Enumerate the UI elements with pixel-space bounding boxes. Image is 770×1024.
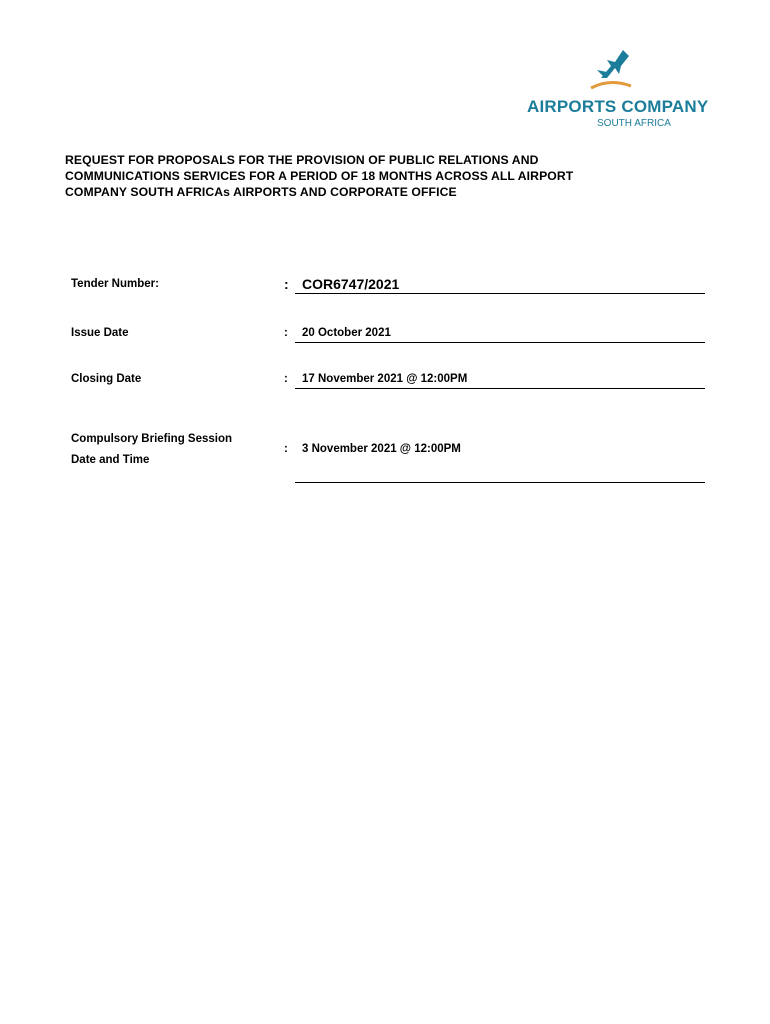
underline — [295, 388, 705, 389]
title-line: REQUEST FOR PROPOSALS FOR THE PROVISION OF PUBLIC RELATIONS AND — [65, 153, 539, 167]
title-line: COMPANY SOUTH AFRICAs AIRPORTS AND CORPORATE OFFICE — [65, 185, 457, 199]
underline — [295, 482, 705, 483]
colon: : — [284, 327, 288, 339]
briefing-label-line: Date and Time — [71, 454, 150, 466]
underline — [295, 342, 705, 343]
issue-date-value: 20 October 2021 — [302, 327, 391, 339]
closing-date-value: 17 November 2021 @ 12:00PM — [302, 373, 468, 385]
colon: : — [284, 443, 288, 455]
logo-subtitle: SOUTH AFRICA — [597, 118, 671, 129]
company-logo — [525, 48, 710, 134]
colon: : — [284, 373, 288, 385]
briefing-label — [71, 429, 232, 471]
closing-date-label: Closing Date — [71, 373, 142, 385]
colon: : — [284, 276, 289, 292]
title-line: COMMUNICATIONS SERVICES FOR A PERIOD OF 18 MONTHS ACROSS ALL AIRPORT — [65, 169, 574, 183]
underline — [295, 293, 705, 294]
briefing-label-line: Compulsory Briefing Session — [71, 433, 233, 445]
briefing-value: 3 November 2021 @ 12:00PM — [302, 443, 461, 455]
tender-number-label: Tender Number: — [71, 278, 159, 290]
issue-date-label: Issue Date — [71, 327, 129, 339]
document-title — [65, 152, 685, 200]
airplane-figure-icon — [585, 48, 635, 94]
tender-number-value: COR6747/2021 — [302, 276, 400, 292]
logo-name: AIRPORTS COMPANY — [527, 97, 709, 116]
